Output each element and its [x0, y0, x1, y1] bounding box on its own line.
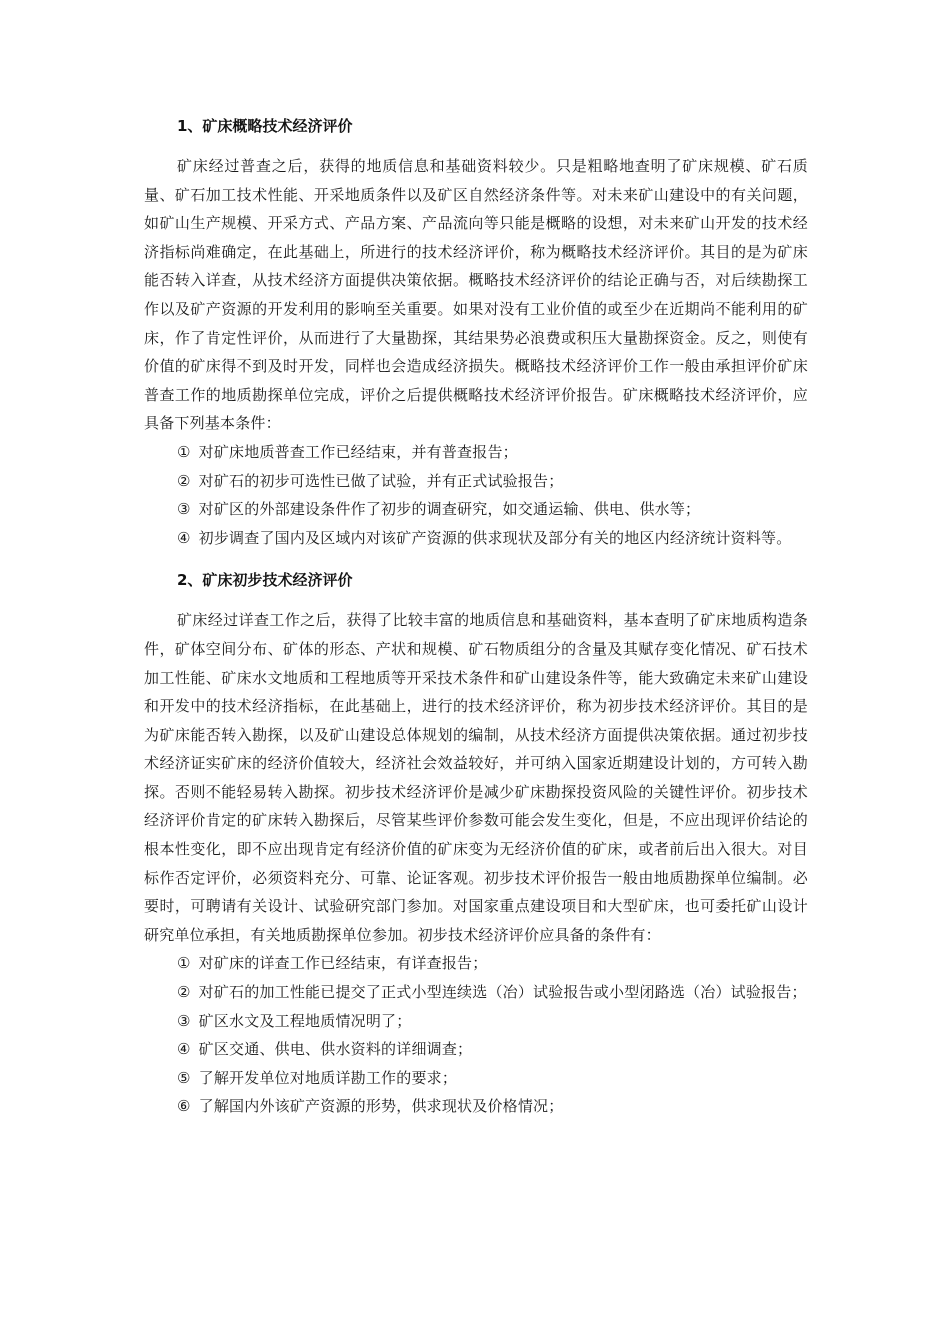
list-item-text: 对矿床的详查工作已经结束，有详查报告；	[198, 954, 488, 973]
section-1	[144, 112, 808, 552]
list-marker: ③	[177, 500, 191, 519]
section-paragraph: 矿床经过详查工作之后，获得了比较丰富的地质信息和基础资料，基本查明了矿床地质构造条件，矿体空间分布、矿体的形态、产状和规模、矿石物质组分的含量及其赋存变化情况、矿石技术加工性能、矿床水文地质和工程地质等开采技术条件和矿山建设条件等，能大致确定未来矿山建设和开发中的技术经济指标，在此基础上，进行的技术经济评价，称为初步技术经济评价。其目的是为矿床能否转入勘探，以及矿山建设总体规划的编制，从技术经济方面提供决策依据。通过初步技术经济证实矿床的经济价值较大，经济社会效益较好，并可纳入国家近期建设计划的，方可转入勘探。否则不能轻易转入勘探。初步技术经济评价是减少矿床勘探投资风险的关键性评价。初步技术经济评价肯定的矿床转入勘探后，尽管某些评价参数可能会发生变化，但是，不应出现评价结论的根本性变化，即不应出现肯定有经济价值的矿床变为无经济价值的矿床，或者前后出入很大。对目标作否定评价，必须资料充分、可靠、论证客观。初步技术评价报告一般由地质勘探单位编制。必要时，可聘请有关设计、试验研究部门参加。对国家重点建设项目和大型矿床，也可委托矿山设计研究单位承担，有关地质勘探单位参加。初步技术经济评价应具备的条件有：	[144, 611, 808, 944]
list-marker: ③	[177, 1011, 191, 1030]
list-item-text: 矿区交通、供电、供水资料的详细调查；	[198, 1040, 473, 1059]
list-item-text: 对矿区的外部建设条件作了初步的调查研究，如交通运输、供电、供水等；	[198, 500, 701, 519]
list-marker: ⑤	[177, 1068, 191, 1087]
section-2	[144, 566, 808, 1121]
list-item	[144, 1064, 808, 1093]
list-item	[144, 1007, 808, 1036]
list-item	[144, 467, 808, 496]
list-marker: ②	[177, 983, 191, 1002]
list-item-text: 矿区水文及工程地质情况明了；	[198, 1011, 412, 1030]
list-marker: ⑥	[177, 1097, 191, 1116]
section-heading: 1、矿床概略技术经济评价	[177, 117, 353, 135]
list-marker: ①	[177, 442, 191, 461]
list-marker: ②	[177, 471, 191, 490]
list-item	[144, 949, 808, 978]
list-item	[144, 1035, 808, 1064]
list-marker: ①	[177, 954, 191, 973]
list-item	[144, 495, 808, 524]
document-page	[144, 112, 808, 1121]
list-item-text: 了解开发单位对地质详勘工作的要求；	[198, 1068, 458, 1087]
list-item-text: 了解国内外该矿产资源的形势，供求现状及价格情况；	[198, 1097, 564, 1116]
section-heading: 2、矿床初步技术经济评价	[177, 571, 353, 590]
list-marker: ④	[177, 1040, 191, 1059]
list-item-text: 对矿石的初步可选性已做了试验，并有正式试验报告；	[198, 471, 564, 490]
list-item	[144, 978, 808, 1007]
list-item	[144, 524, 808, 553]
list-item-text: 对矿石的加工性能已提交了正式小型连续选（冶）试验报告或小型闭路选（冶）试验报告；	[198, 983, 807, 1002]
list-item	[144, 438, 808, 467]
section-paragraph: 矿床经过普查之后，获得的地质信息和基础资料较少。只是粗略地查明了矿床规模、矿石质量、矿石加工技术性能、开采地质条件以及矿区自然经济条件等。对未来矿山建设中的有关问题，如矿山生产规模、开采方式、产品方案、产品流向等只能是概略的设想，对未来矿山开发的技术经济指标尚难确定，在此基础上，所进行的技术经济评价，称为概略技术经济评价。其目的是为矿床能否转入详查，从技术经济方面提供决策依据。概略技术经济评价的结论正确与否，对后续勘探工作以及矿产资源的开发利用的影响至关重要。如果对没有工业价值的或至少在近期尚不能利用的矿床，作了肯定性评价，从而进行了大量勘探，其结果势必浪费或积压大量勘探资金。反之，则使有价值的矿床得不到及时开发，同样也会造成经济损失。概略技术经济评价工作一般由承担评价矿床普查工作的地质勘探单位完成，评价之后提供概略技术经济评价报告。矿床概略技术经济评价，应具备下列基本条件：	[144, 157, 808, 433]
list-item	[144, 1092, 808, 1121]
list-marker: ④	[177, 528, 191, 547]
list-item-text: 对矿床地质普查工作已经结束，并有普查报告；	[198, 442, 518, 461]
list-item-text: 初步调查了国内及区域内对该矿产资源的供求现状及部分有关的地区内经济统计资料等。	[198, 528, 792, 547]
